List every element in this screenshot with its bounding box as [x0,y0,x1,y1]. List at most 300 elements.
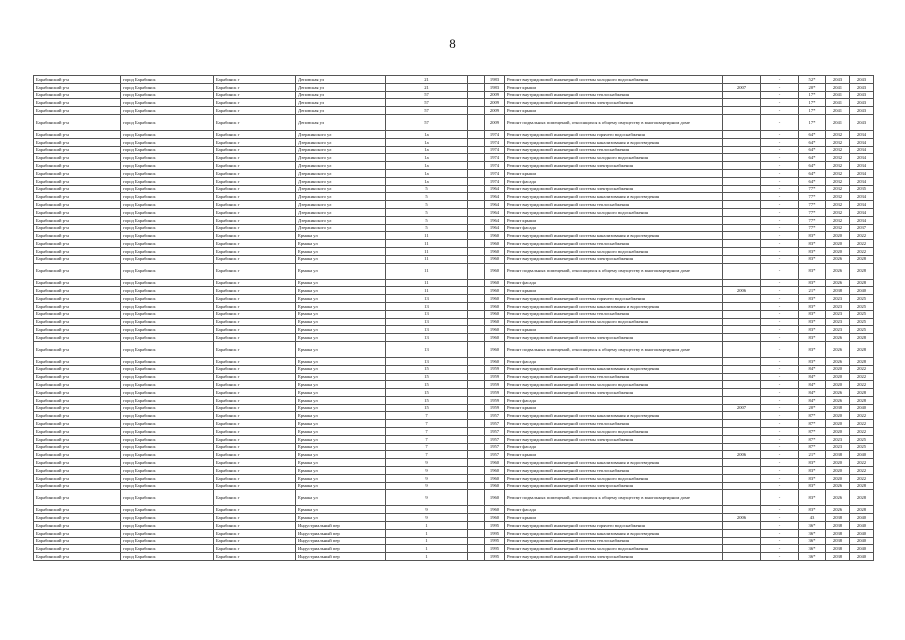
cell-year-built: 1960 [485,279,505,287]
cell-last-repair-year [723,154,761,162]
cell-street: Дзержинского ул [296,146,386,154]
cell-street: Ермака ул [296,310,386,318]
cell-street: Дзержинского ул [296,169,386,177]
cell-building [468,428,485,436]
cell-building [468,91,485,99]
cell-work-type: Ремонт внутридомовой инженерной системы теплоснабжения [505,467,723,475]
cell-building [468,506,485,514]
cell-last-repair-year [723,373,761,381]
cell-house-number: 1а [386,169,468,177]
cell-last-repair-year [723,326,761,334]
cell-house-number: 21 [386,76,468,84]
cell-work-type: Ремонт внутридомовой инженерной системы электроснабжения [505,482,723,490]
cell-start-year: 2032 [826,208,850,216]
cell-start-year: 2032 [826,216,850,224]
cell-start-year: 2023 [826,318,850,326]
table-row [34,420,874,428]
table-row [34,529,874,537]
cell-building [468,107,485,115]
cell-settlement: Барабинск г [214,130,296,138]
cell-district: Барабинский р-н [34,107,121,115]
cell-house-number: 9 [386,467,468,475]
cell-wear: 43 [799,514,826,522]
cell-year-built: 1960 [485,302,505,310]
cell-mark: - [761,302,799,310]
cell-start-year: 2032 [826,130,850,138]
cell-work-type: Ремонт внутридомовой инженерной системы холодного водоснабжения [505,545,723,553]
cell-settlement: Барабинск г [214,396,296,404]
cell-mark: - [761,107,799,115]
cell-wear: 87* [799,428,826,436]
cell-street: Ермака ул [296,287,386,295]
cell-house-number: 13 [386,326,468,334]
cell-end-year: 2040 [850,545,874,553]
cell-street: Ермака ул [296,451,386,459]
cell-settlement: Барабинск г [214,341,296,357]
cell-street: Деповская ул [296,83,386,91]
cell-building [468,216,485,224]
cell-district: Барабинский р-н [34,295,121,303]
cell-wear: 21* [799,451,826,459]
cell-year-built: 1960 [485,459,505,467]
cell-building [468,381,485,389]
cell-start-year: 2020 [826,474,850,482]
cell-start-year: 2023 [826,302,850,310]
cell-settlement: Барабинск г [214,216,296,224]
cell-wear: 17* [799,99,826,107]
cell-mark: - [761,263,799,279]
cell-street: Ермака ул [296,334,386,342]
table-row [34,255,874,263]
cell-work-type: Ремонт крыши [505,287,723,295]
table-row [34,506,874,514]
cell-end-year: 2022 [850,467,874,475]
cell-district: Барабинский р-н [34,435,121,443]
cell-municipality: город Барабинск [121,76,214,84]
cell-street: Ермака ул [296,373,386,381]
table-row [34,404,874,412]
cell-start-year: 2026 [826,389,850,397]
cell-start-year: 2038 [826,537,850,545]
cell-district: Барабинский р-н [34,389,121,397]
cell-district: Барабинский р-н [34,216,121,224]
cell-municipality: город Барабинск [121,389,214,397]
cell-year-built: 1964 [485,185,505,193]
cell-street: Ермака ул [296,365,386,373]
cell-end-year: 2028 [850,490,874,506]
cell-street: Ермака ул [296,506,386,514]
cell-year-built: 1960 [485,247,505,255]
cell-end-year: 2028 [850,482,874,490]
cell-wear: 83* [799,279,826,287]
cell-wear: 83* [799,334,826,342]
cell-wear: 83* [799,467,826,475]
cell-house-number: 15 [386,404,468,412]
cell-municipality: город Барабинск [121,318,214,326]
cell-house-number: 11 [386,263,468,279]
cell-work-type: Ремонт внутридомовой инженерной системы канализования и водоотведения [505,529,723,537]
cell-mark: - [761,545,799,553]
cell-year-built: 1960 [485,326,505,334]
cell-building [468,341,485,357]
cell-building [468,474,485,482]
cell-wear: 87* [799,435,826,443]
cell-building [468,326,485,334]
cell-district: Барабинский р-н [34,365,121,373]
cell-mark: - [761,443,799,451]
cell-street: Ермака ул [296,474,386,482]
cell-building [468,522,485,530]
cell-house-number: 1 [386,553,468,561]
cell-district: Барабинский р-н [34,201,121,209]
cell-district: Барабинский р-н [34,334,121,342]
cell-end-year: 2034 [850,169,874,177]
cell-wear: 52* [799,76,826,84]
cell-building [468,365,485,373]
cell-end-year: 2025 [850,326,874,334]
cell-street: Индустриальный пер [296,522,386,530]
cell-end-year: 2028 [850,389,874,397]
cell-start-year: 2026 [826,263,850,279]
cell-work-type: Ремонт фасада [505,506,723,514]
cell-settlement: Барабинск г [214,76,296,84]
cell-year-built: 1964 [485,216,505,224]
cell-work-type: Ремонт крыши [505,451,723,459]
cell-building [468,537,485,545]
cell-settlement: Барабинск г [214,146,296,154]
cell-house-number: 1а [386,146,468,154]
cell-work-type: Ремонт внутридомовой инженерной системы холодного водоснабжения [505,154,723,162]
cell-settlement: Барабинск г [214,428,296,436]
cell-settlement: Барабинск г [214,506,296,514]
cell-wear: 83* [799,247,826,255]
cell-building [468,232,485,240]
cell-building [468,99,485,107]
cell-start-year: 2038 [826,522,850,530]
cell-house-number: 57 [386,107,468,115]
cell-settlement: Барабинск г [214,232,296,240]
cell-municipality: город Барабинск [121,459,214,467]
cell-last-repair-year [723,482,761,490]
cell-settlement: Барабинск г [214,208,296,216]
cell-district: Барабинский р-н [34,443,121,451]
cell-start-year: 2020 [826,240,850,248]
cell-work-type: Ремонт внутридомовой инженерной системы электроснабжения [505,162,723,170]
cell-mark: - [761,310,799,318]
cell-house-number: 13 [386,295,468,303]
cell-last-repair-year [723,216,761,224]
cell-work-type: Ремонт внутридомовой инженерной системы горячего водоснабжения [505,295,723,303]
cell-street: Ермака ул [296,295,386,303]
cell-work-type: Ремонт внутридомовой инженерной системы канализования и водоотведения [505,459,723,467]
cell-street: Ермака ул [296,302,386,310]
cell-municipality: город Барабинск [121,357,214,365]
cell-end-year: 2040 [850,404,874,412]
cell-last-repair-year [723,545,761,553]
cell-house-number: 15 [386,365,468,373]
cell-mark: - [761,240,799,248]
cell-wear: 64* [799,154,826,162]
cell-work-type: Ремонт подвальных помещений, относящихся к общему имуществу в многоквартирном доме [505,263,723,279]
cell-building [468,467,485,475]
cell-building [468,295,485,303]
cell-municipality: город Барабинск [121,522,214,530]
cell-work-type: Ремонт внутридомовой инженерной системы теплоснабжения [505,537,723,545]
cell-work-type: Ремонт внутридомовой инженерной системы канализования и водоотведения [505,365,723,373]
cell-street: Деповская ул [296,76,386,84]
cell-work-type: Ремонт внутридомовой инженерной системы теплоснабжения [505,240,723,248]
cell-district: Барабинский р-н [34,451,121,459]
cell-municipality: город Барабинск [121,420,214,428]
cell-building [468,185,485,193]
cell-building [468,545,485,553]
cell-municipality: город Барабинск [121,545,214,553]
cell-wear: 83* [799,295,826,303]
cell-mark: - [761,474,799,482]
table-row [34,114,874,130]
cell-mark: - [761,224,799,232]
cell-start-year: 2043 [826,76,850,84]
cell-district: Барабинский р-н [34,130,121,138]
cell-end-year: 2040 [850,451,874,459]
cell-mark: - [761,162,799,170]
cell-building [468,490,485,506]
cell-last-repair-year [723,490,761,506]
table-row [34,169,874,177]
cell-municipality: город Барабинск [121,365,214,373]
cell-year-built: 1995 [485,537,505,545]
cell-last-repair-year [723,459,761,467]
cell-year-built: 1974 [485,162,505,170]
table-row [34,341,874,357]
cell-mark: - [761,247,799,255]
cell-settlement: Барабинск г [214,193,296,201]
cell-mark: - [761,326,799,334]
cell-house-number: 13 [386,334,468,342]
cell-municipality: город Барабинск [121,232,214,240]
cell-last-repair-year: 2006 [723,451,761,459]
cell-house-number: 7 [386,412,468,420]
cell-house-number: 13 [386,357,468,365]
cell-municipality: город Барабинск [121,474,214,482]
cell-start-year: 2026 [826,396,850,404]
cell-end-year: 2028 [850,334,874,342]
table-row [34,357,874,365]
cell-building [468,373,485,381]
cell-work-type: Ремонт фасада [505,279,723,287]
cell-year-built: 1959 [485,396,505,404]
cell-settlement: Барабинск г [214,482,296,490]
cell-end-year: 2040 [850,553,874,561]
cell-house-number: 57 [386,91,468,99]
table-row [34,263,874,279]
cell-street: Ермака ул [296,482,386,490]
cell-municipality: город Барабинск [121,107,214,115]
cell-settlement: Барабинск г [214,279,296,287]
table-row [34,553,874,561]
cell-street: Дзержинского ул [296,208,386,216]
cell-work-type: Ремонт внутридомовой инженерной системы электроснабжения [505,389,723,397]
cell-settlement: Барабинск г [214,435,296,443]
cell-house-number: 9 [386,514,468,522]
cell-mark: - [761,169,799,177]
cell-wear: 83* [799,482,826,490]
cell-work-type: Ремонт крыши [505,404,723,412]
cell-year-built: 1960 [485,357,505,365]
cell-mark: - [761,365,799,373]
cell-year-built: 1960 [485,341,505,357]
cell-start-year: 2020 [826,373,850,381]
cell-year-built: 1995 [485,529,505,537]
cell-work-type: Ремонт внутридомовой инженерной системы канализования и водоотведения [505,138,723,146]
cell-street: Ермака ул [296,412,386,420]
cell-district: Барабинский р-н [34,76,121,84]
cell-year-built: 1957 [485,443,505,451]
cell-building [468,240,485,248]
table-row [34,130,874,138]
cell-work-type: Ремонт внутридомовой инженерной системы канализования и водоотведения [505,193,723,201]
cell-house-number: 1 [386,522,468,530]
table-row [34,99,874,107]
cell-wear: 36* [799,537,826,545]
cell-mark: - [761,138,799,146]
cell-mark: - [761,193,799,201]
cell-street: Ермака ул [296,240,386,248]
cell-mark: - [761,318,799,326]
cell-wear: 83* [799,263,826,279]
table-row [34,381,874,389]
cell-district: Барабинский р-н [34,177,121,185]
cell-settlement: Барабинск г [214,381,296,389]
cell-district: Барабинский р-н [34,91,121,99]
cell-settlement: Барабинск г [214,310,296,318]
cell-settlement: Барабинск г [214,389,296,397]
cell-building [468,443,485,451]
cell-house-number: 13 [386,341,468,357]
cell-street: Ермака ул [296,420,386,428]
cell-end-year: 2037 [850,224,874,232]
cell-work-type: Ремонт внутридомовой инженерной системы теплоснабжения [505,373,723,381]
cell-mark: - [761,83,799,91]
cell-district: Барабинский р-н [34,381,121,389]
cell-house-number: 15 [386,381,468,389]
cell-work-type: Ремонт внутридомовой инженерной системы электроснабжения [505,99,723,107]
cell-settlement: Барабинск г [214,545,296,553]
cell-house-number: 1 [386,537,468,545]
cell-work-type: Ремонт крыши [505,326,723,334]
cell-year-built: 1960 [485,490,505,506]
cell-start-year: 2020 [826,232,850,240]
cell-building [468,193,485,201]
cell-house-number: 11 [386,240,468,248]
cell-district: Барабинский р-н [34,490,121,506]
cell-building [468,451,485,459]
cell-street: Дзержинского ул [296,154,386,162]
cell-year-built: 1960 [485,506,505,514]
cell-street: Дзержинского ул [296,177,386,185]
cell-district: Барабинский р-н [34,474,121,482]
cell-end-year: 2043 [850,107,874,115]
cell-settlement: Барабинск г [214,451,296,459]
cell-municipality: город Барабинск [121,185,214,193]
cell-house-number: 1а [386,177,468,185]
cell-wear: 20* [799,83,826,91]
table-row [34,326,874,334]
cell-wear: 36* [799,522,826,530]
cell-last-repair-year [723,334,761,342]
cell-start-year: 2023 [826,295,850,303]
cell-municipality: город Барабинск [121,467,214,475]
table-row [34,522,874,530]
cell-work-type: Ремонт фасада [505,224,723,232]
cell-house-number: 21 [386,83,468,91]
cell-year-built: 1959 [485,373,505,381]
cell-house-number: 11 [386,255,468,263]
cell-street: Дзержинского ул [296,224,386,232]
cell-district: Барабинский р-н [34,240,121,248]
cell-building [468,334,485,342]
cell-settlement: Барабинск г [214,107,296,115]
cell-mark: - [761,295,799,303]
cell-wear: 77* [799,208,826,216]
cell-district: Барабинский р-н [34,302,121,310]
table-row [34,83,874,91]
cell-year-built: 1964 [485,193,505,201]
cell-municipality: город Барабинск [121,381,214,389]
cell-street: Ермака ул [296,326,386,334]
cell-year-built: 1960 [485,287,505,295]
cell-start-year: 2038 [826,287,850,295]
cell-street: Деповская ул [296,99,386,107]
cell-work-type: Ремонт внутридомовой инженерной системы холодного водоснабжения [505,381,723,389]
cell-district: Барабинский р-н [34,514,121,522]
cell-municipality: город Барабинск [121,193,214,201]
table-row [34,310,874,318]
cell-year-built: 1995 [485,553,505,561]
cell-street: Дзержинского ул [296,138,386,146]
cell-end-year: 2028 [850,506,874,514]
cell-end-year: 2025 [850,318,874,326]
cell-municipality: город Барабинск [121,99,214,107]
cell-district: Барабинский р-н [34,310,121,318]
table-row [34,247,874,255]
cell-wear: 83* [799,255,826,263]
cell-settlement: Барабинск г [214,522,296,530]
cell-settlement: Барабинск г [214,162,296,170]
cell-building [468,459,485,467]
cell-wear: 83* [799,357,826,365]
cell-mark: - [761,76,799,84]
cell-last-repair-year [723,162,761,170]
cell-mark: - [761,91,799,99]
cell-building [468,412,485,420]
cell-municipality: город Барабинск [121,482,214,490]
cell-district: Барабинский р-н [34,263,121,279]
table-row [34,224,874,232]
cell-settlement: Барабинск г [214,138,296,146]
cell-start-year: 2020 [826,381,850,389]
cell-house-number: 11 [386,287,468,295]
cell-work-type: Ремонт подвальных помещений, относящихся к общему имуществу в многоквартирном доме [505,114,723,130]
cell-street: Ермака ул [296,381,386,389]
cell-mark: - [761,255,799,263]
cell-street: Ермака ул [296,459,386,467]
cell-year-built: 1974 [485,169,505,177]
cell-house-number: 1а [386,138,468,146]
cell-year-built: 1960 [485,482,505,490]
cell-wear: 36* [799,529,826,537]
cell-street: Индустриальный пер [296,553,386,561]
